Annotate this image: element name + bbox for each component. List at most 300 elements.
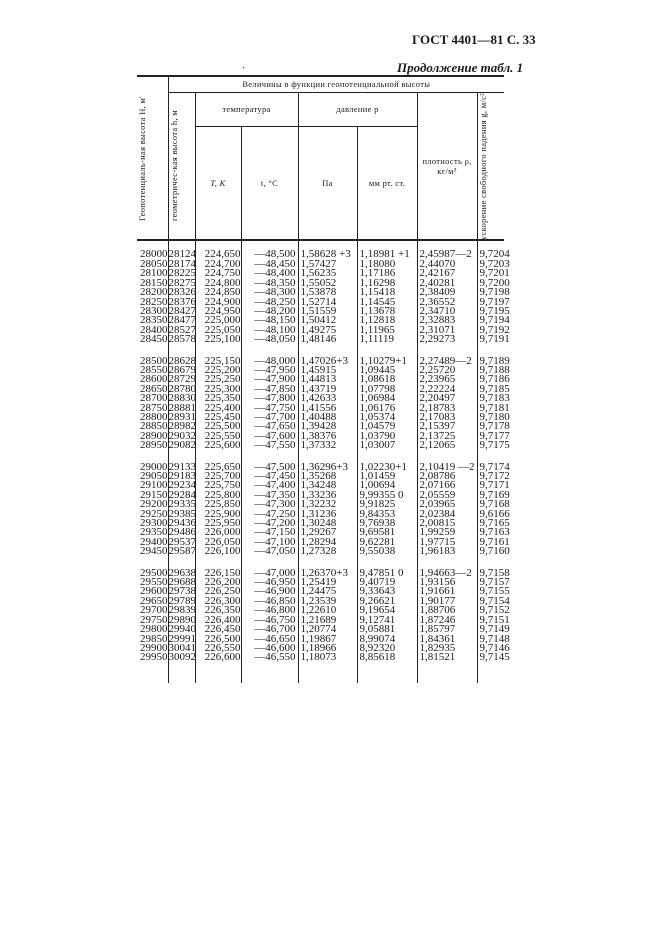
cell-pressure-pa: 1,42633 [298, 394, 357, 403]
cell-density: 1,99259 [417, 528, 477, 537]
header-geopotential-height: Геопотенциаль-ная высота H, м' [137, 76, 168, 240]
cell-temperature-k: 226,100 [195, 547, 241, 556]
cell-density: 1,84361 [417, 635, 477, 644]
cell-temperature-k: 225,600 [195, 441, 241, 450]
cell-temperature-c: —47,200 [241, 519, 298, 528]
cell-pressure-mmhg: 9,33643 [357, 587, 417, 596]
cell-temperature-c: —47,400 [241, 481, 298, 490]
cell-density: 2,08786 [417, 472, 477, 481]
cell-pressure-mmhg: 1,06176 [357, 404, 417, 413]
cell-geometric-height: 28780 [168, 382, 196, 395]
cell-temperature-c: —47,700 [241, 413, 298, 422]
cell-geometric-height: 29587 [168, 545, 196, 558]
cell-temperature-k: 225,450 [195, 413, 241, 422]
cell-temperature-k: 224,850 [195, 288, 241, 297]
cell-temperature-c: —46,750 [241, 616, 298, 625]
cell-pressure-mmhg: 9,40719 [357, 578, 417, 587]
table-row [137, 335, 504, 344]
cell-gravity: 9,7200 [477, 279, 504, 288]
cell-temperature-c: —47,950 [241, 366, 298, 375]
cell-pressure-mmhg: 8,85618 [357, 653, 417, 662]
cell-density: 2,45987—2 [417, 250, 477, 259]
cell-temperature-c: —46,600 [241, 644, 298, 653]
cell-density: 2,36552 [417, 298, 477, 307]
cell-temperature-c: —46,800 [241, 606, 298, 615]
cell-pressure-mmhg: 1,13678 [357, 307, 417, 316]
cell-geopotential-height: 28500 [140, 354, 168, 367]
cell-pressure-mmhg: 1,14545 [357, 298, 417, 307]
cell-pressure-pa: 1,27328 [298, 547, 357, 556]
cell-geometric-height: 29234 [168, 479, 196, 492]
cell-geometric-height: 28628 [168, 354, 196, 367]
cell-temperature-k: 225,000 [195, 316, 241, 325]
cell-gravity: 9,7189 [477, 357, 504, 366]
cell-density: 1,94663—2 [417, 569, 477, 578]
cell-pressure-pa: 1,32232 [298, 500, 357, 509]
cell-density: 2,38409 [417, 288, 477, 297]
spacer-cell [137, 663, 168, 683]
cell-geopotential-height: 28950 [140, 439, 168, 452]
cell-geopotential-height: 29450 [140, 545, 168, 558]
cell-gravity: 9,7178 [477, 422, 504, 431]
cell-pressure-mmhg: 1,10279+1 [357, 357, 417, 366]
cell-pressure-pa: 1,50412 [298, 316, 357, 325]
cell-geopotential-height: 29700 [140, 604, 168, 617]
cell-density: 2,34710 [417, 307, 477, 316]
cell-temperature-c: —48,350 [241, 279, 298, 288]
cell-geometric-height: 28729 [168, 373, 196, 386]
cell-temperature-c: —46,550 [241, 653, 298, 662]
cell-density: 2,15397 [417, 422, 477, 431]
cell-pressure-pa: 1,45915 [298, 366, 357, 375]
cell-pressure-pa: 1,57427 [298, 260, 357, 269]
cell-density: 2,25720 [417, 366, 477, 375]
header-pressure-pa: Па [298, 126, 357, 240]
cell-gravity: 9,7180 [477, 413, 504, 422]
cell-gravity: 9,7172 [477, 472, 504, 481]
cell-temperature-k: 226,250 [195, 587, 241, 596]
cell-pressure-pa: 1,30248 [298, 519, 357, 528]
cell-pressure-mmhg: 9,55038 [357, 547, 417, 556]
cell-temperature-c: —48,450 [241, 260, 298, 269]
cell-geopotential-height: 29950 [140, 651, 168, 664]
cell-geopotential-height: 29400 [140, 535, 168, 548]
cell-temperature-c: —48,250 [241, 298, 298, 307]
cell-geopotential-height: 29850 [140, 632, 168, 645]
cell-pressure-mmhg: 9,84353 [357, 510, 417, 519]
cell-geopotential-height: 28350 [140, 314, 168, 327]
cell-geopotential-height: 28300 [140, 304, 168, 317]
cell-pressure-pa: 1,25419 [298, 578, 357, 587]
cell-geometric-height: 29385 [168, 507, 196, 520]
cell-geopotential-height: 28100 [140, 267, 168, 280]
cell-geometric-height: 28477 [168, 314, 196, 327]
cell-temperature-c: —47,150 [241, 528, 298, 537]
cell-geopotential-height: 29000 [140, 460, 168, 473]
cell-temperature-k: 225,400 [195, 404, 241, 413]
header-geometric-height: геометричес-кая высота h, м [168, 92, 195, 240]
cell-pressure-mmhg: 1,03007 [357, 441, 417, 450]
table-row [137, 653, 504, 662]
cell-temperature-c: —47,600 [241, 432, 298, 441]
cell-density: 1,90177 [417, 597, 477, 606]
cell-temperature-k: 226,500 [195, 635, 241, 644]
cell-pressure-mmhg: 8,92320 [357, 644, 417, 653]
header-density: плотность ρ, кг/м³ [417, 92, 477, 240]
cell-pressure-mmhg: 9,76938 [357, 519, 417, 528]
cell-geometric-height: 28427 [168, 304, 196, 317]
cell-density: 2,44070 [417, 260, 477, 269]
cell-temperature-k: 224,650 [195, 250, 241, 259]
cell-pressure-mmhg: 8,99074 [357, 635, 417, 644]
cell-pressure-pa: 1,23539 [298, 597, 357, 606]
cell-gravity: 9,7175 [477, 441, 504, 450]
cell-temperature-k: 225,900 [195, 510, 241, 519]
cell-pressure-mmhg: 9,05881 [357, 625, 417, 634]
cell-pressure-mmhg: 1,03790 [357, 432, 417, 441]
cell-temperature-c: —46,850 [241, 597, 298, 606]
cell-pressure-pa: 1,44813 [298, 375, 357, 384]
cell-pressure-pa: 1,26370+3 [298, 569, 357, 578]
cell-pressure-pa: 1,41556 [298, 404, 357, 413]
cell-geometric-height: 29991 [168, 632, 196, 645]
cell-geopotential-height: 29550 [140, 576, 168, 589]
cell-pressure-pa: 1,20774 [298, 625, 357, 634]
header-temperature: температура [195, 92, 298, 126]
cell-temperature-c: —48,050 [241, 335, 298, 344]
cell-temperature-k: 226,550 [195, 644, 241, 653]
cell-gravity: 9,7195 [477, 307, 504, 316]
cell-geometric-height: 28982 [168, 420, 196, 433]
cell-pressure-pa: 1,52714 [298, 298, 357, 307]
cell-temperature-c: —48,200 [241, 307, 298, 316]
cell-geometric-height: 28881 [168, 401, 196, 414]
cell-density: 1,82935 [417, 644, 477, 653]
cell-pressure-mmhg: 1,12818 [357, 316, 417, 325]
cell-pressure-pa: 1,18966 [298, 644, 357, 653]
cell-geometric-height: 29284 [168, 488, 196, 501]
cell-geopotential-height: 28250 [140, 295, 168, 308]
cell-pressure-mmhg: 1,04579 [357, 422, 417, 431]
cell-geometric-height: 29486 [168, 526, 196, 539]
cell-gravity: 9,7171 [477, 481, 504, 490]
cell-pressure-mmhg: 1,05374 [357, 413, 417, 422]
cell-temperature-k: 224,800 [195, 279, 241, 288]
spacer-row [137, 663, 504, 683]
page-header: ГОСТ 4401—81 С. 33 [412, 32, 536, 47]
spacer-cell [195, 663, 241, 683]
cell-density: 2,17083 [417, 413, 477, 422]
cell-pressure-mmhg: 1,01459 [357, 472, 417, 481]
cell-pressure-pa: 1,40488 [298, 413, 357, 422]
cell-geopotential-height: 29350 [140, 526, 168, 539]
spacer-cell [298, 663, 357, 683]
cell-pressure-pa: 1,51559 [298, 307, 357, 316]
cell-gravity: 9,7177 [477, 432, 504, 441]
cell-density: 1,97715 [417, 538, 477, 547]
spacer-cell [168, 663, 195, 683]
cell-geopotential-height: 28650 [140, 382, 168, 395]
cell-geopotential-height: 29200 [140, 498, 168, 511]
cell-temperature-c: —48,150 [241, 316, 298, 325]
cell-temperature-c: —47,650 [241, 422, 298, 431]
cell-temperature-k: 225,950 [195, 519, 241, 528]
header-temp-kelvin: T, K [195, 126, 241, 240]
cell-density: 2,22224 [417, 385, 477, 394]
cell-geometric-height: 28578 [168, 333, 196, 346]
cell-density: 2,03965 [417, 500, 477, 509]
cell-density: 1,91661 [417, 587, 477, 596]
cell-pressure-pa: 1,38376 [298, 432, 357, 441]
cell-pressure-mmhg: 9,62281 [357, 538, 417, 547]
cell-temperature-k: 225,250 [195, 375, 241, 384]
cell-density: 2,07166 [417, 481, 477, 490]
cell-geometric-height: 28225 [168, 267, 196, 280]
cell-temperature-k: 224,950 [195, 307, 241, 316]
cell-pressure-pa: 1,47026+3 [298, 357, 357, 366]
cell-temperature-k: 224,700 [195, 260, 241, 269]
cell-temperature-c: —46,950 [241, 578, 298, 587]
cell-geopotential-height: 28200 [140, 286, 168, 299]
cell-geopotential-height: 28550 [140, 363, 168, 376]
cell-gravity: 9,7158 [477, 569, 504, 578]
cell-density: 2,05559 [417, 491, 477, 500]
cell-temperature-c: —48,300 [241, 288, 298, 297]
cell-pressure-pa: 1,53878 [298, 288, 357, 297]
cell-density: 1,87246 [417, 616, 477, 625]
cell-temperature-k: 225,500 [195, 422, 241, 431]
cell-geopotential-height: 28750 [140, 401, 168, 414]
cell-pressure-mmhg: 1,07798 [357, 385, 417, 394]
cell-temperature-k: 225,300 [195, 385, 241, 394]
cell-gravity: 9,7145 [477, 653, 504, 662]
cell-temperature-c: —48,100 [241, 326, 298, 335]
cell-pressure-mmhg: 1,11119 [357, 335, 417, 344]
cell-geopotential-height: 28800 [140, 410, 168, 423]
cell-pressure-pa: 1,55052 [298, 279, 357, 288]
cell-geopotential-height: 28850 [140, 420, 168, 433]
spacer-cell [357, 663, 417, 683]
cell-pressure-mmhg: 1,06984 [357, 394, 417, 403]
cell-geopotential-height: 29300 [140, 517, 168, 530]
cell-gravity: 9,7185 [477, 385, 504, 394]
cell-geometric-height: 29839 [168, 604, 196, 617]
cell-density: 1,88706 [417, 606, 477, 615]
cell-gravity: 9,7197 [477, 298, 504, 307]
cell-gravity: 9,7191 [477, 335, 504, 344]
cell-gravity: 9,7154 [477, 597, 504, 606]
atmosphere-table [137, 75, 510, 683]
cell-temperature-c: —47,550 [241, 441, 298, 450]
cell-gravity: 9,7174 [477, 463, 504, 472]
cell-geometric-height: 29789 [168, 594, 196, 607]
cell-pressure-pa: 1,34248 [298, 481, 357, 490]
cell-density: 2,10419 —2 [417, 463, 477, 472]
cell-geopotential-height: 28900 [140, 429, 168, 442]
cell-density: 2,18783 [417, 404, 477, 413]
cell-gravity: 9,7157 [477, 578, 504, 587]
cell-temperature-k: 226,350 [195, 606, 241, 615]
cell-density: 2,02384 [417, 510, 477, 519]
cell-pressure-mmhg: 1,18981 +1 [357, 250, 417, 259]
cell-gravity: 9,7152 [477, 606, 504, 615]
cell-gravity: 9,7194 [477, 316, 504, 325]
cell-gravity: 9,7155 [477, 587, 504, 596]
cell-temperature-k: 224,750 [195, 269, 241, 278]
cell-gravity: 9,7203 [477, 260, 504, 269]
cell-density: 2,42167 [417, 269, 477, 278]
cell-pressure-mmhg: 1,02230+1 [357, 463, 417, 472]
cell-pressure-pa: 1,58628 +3 [298, 250, 357, 259]
cell-temperature-c: —47,000 [241, 569, 298, 578]
header-temp-celsius: t, °C [241, 126, 298, 240]
cell-temperature-c: —46,700 [241, 625, 298, 634]
table-row [137, 441, 504, 450]
cell-geometric-height: 28124 [168, 248, 196, 261]
cell-geometric-height: 29537 [168, 535, 196, 548]
cell-geometric-height: 28679 [168, 363, 196, 376]
cell-temperature-k: 225,050 [195, 326, 241, 335]
cell-geopotential-height: 29650 [140, 594, 168, 607]
cell-pressure-pa: 1,56235 [298, 269, 357, 278]
cell-geopotential-height: 28050 [140, 257, 168, 270]
cell-pressure-pa: 1,28294 [298, 538, 357, 547]
cell-geometric-height: 29082 [168, 439, 196, 452]
table-continuation-label: Продолжение табл. 1 [397, 60, 524, 75]
cell-density: 2,12065 [417, 441, 477, 450]
cell-pressure-mmhg: 1,09445 [357, 366, 417, 375]
header-pressure: давление p [298, 92, 417, 126]
cell-temperature-k: 225,550 [195, 432, 241, 441]
cell-temperature-k: 225,200 [195, 366, 241, 375]
cell-pressure-pa: 1,39428 [298, 422, 357, 431]
cell-pressure-pa: 1,22610 [298, 606, 357, 615]
cell-geometric-height: 28376 [168, 295, 196, 308]
cell-gravity: 9,7169 [477, 491, 504, 500]
cell-pressure-mmhg: 1,17186 [357, 269, 417, 278]
cell-temperature-c: —47,300 [241, 500, 298, 509]
cell-pressure-mmhg: 1,11965 [357, 326, 417, 335]
header-gravity: ускорение свободного падения g, м/с² [477, 92, 504, 240]
header-pressure-mmhg: мм рт. ст. [357, 126, 417, 240]
cell-gravity: 9,7168 [477, 500, 504, 509]
table-row [137, 547, 504, 556]
cell-pressure-pa: 1,19867 [298, 635, 357, 644]
cell-geometric-height: 29133 [168, 460, 196, 473]
cell-geometric-height: 29940 [168, 623, 196, 636]
cell-geometric-height: 29032 [168, 429, 196, 442]
cell-temperature-k: 225,350 [195, 394, 241, 403]
cell-geometric-height: 28275 [168, 276, 196, 289]
cell-density: 2,13725 [417, 432, 477, 441]
cell-temperature-k: 226,150 [195, 569, 241, 578]
cell-geopotential-height: 28450 [140, 333, 168, 346]
cell-pressure-pa: 1,18073 [298, 653, 357, 662]
cell-pressure-pa: 1,37332 [298, 441, 357, 450]
cell-temperature-k: 226,050 [195, 538, 241, 547]
cell-geometric-height: 29688 [168, 576, 196, 589]
cell-density: 1,96183 [417, 547, 477, 556]
cell-geopotential-height: 29750 [140, 613, 168, 626]
cell-pressure-pa: 1,43719 [298, 385, 357, 394]
cell-gravity: 9,7192 [477, 326, 504, 335]
cell-pressure-pa: 1,49275 [298, 326, 357, 335]
cell-geopotential-height: 28150 [140, 276, 168, 289]
cell-temperature-c: —47,850 [241, 385, 298, 394]
cell-gravity: 9,7204 [477, 250, 504, 259]
cell-gravity: 9,7181 [477, 404, 504, 413]
cell-geometric-height: 29890 [168, 613, 196, 626]
cell-temperature-k: 225,100 [195, 335, 241, 344]
cell-geopotential-height: 28600 [140, 373, 168, 386]
cell-temperature-k: 226,300 [195, 597, 241, 606]
cell-temperature-c: —48,400 [241, 269, 298, 278]
cell-temperature-c: —47,250 [241, 510, 298, 519]
cell-geometric-height: 28931 [168, 410, 196, 423]
cell-pressure-mmhg: 9,91825 [357, 500, 417, 509]
cell-geometric-height: 30092 [168, 651, 196, 664]
cell-temperature-c: —47,900 [241, 375, 298, 384]
cell-temperature-c: —47,750 [241, 404, 298, 413]
cell-density: 2,40281 [417, 279, 477, 288]
cell-temperature-c: —47,100 [241, 538, 298, 547]
spacer-cell [241, 663, 298, 683]
cell-gravity: 9,7188 [477, 366, 504, 375]
cell-pressure-mmhg: 1,00694 [357, 481, 417, 490]
cell-temperature-k: 225,150 [195, 357, 241, 366]
cell-density: 2,32883 [417, 316, 477, 325]
cell-pressure-pa: 1,36296+3 [298, 463, 357, 472]
cell-temperature-k: 224,900 [195, 298, 241, 307]
cell-temperature-k: 226,400 [195, 616, 241, 625]
cell-pressure-mmhg: 1,18080 [357, 260, 417, 269]
cell-geopotential-height: 29050 [140, 470, 168, 483]
cell-gravity: 9,7149 [477, 625, 504, 634]
cell-geometric-height: 28527 [168, 323, 196, 336]
cell-geometric-height: 28830 [168, 392, 196, 405]
cell-geopotential-height: 29800 [140, 623, 168, 636]
cell-temperature-k: 226,450 [195, 625, 241, 634]
cell-pressure-mmhg: 9,47851 0 [357, 569, 417, 578]
cell-pressure-pa: 1,24475 [298, 587, 357, 596]
cell-temperature-c: —48,500 [241, 250, 298, 259]
cell-pressure-mmhg: 9,69581 [357, 528, 417, 537]
cell-geometric-height: 29436 [168, 517, 196, 530]
cell-density: 2,23965 [417, 375, 477, 384]
cell-pressure-mmhg: 9,19654 [357, 606, 417, 615]
cell-geometric-height: 29183 [168, 470, 196, 483]
cell-temperature-k: 226,200 [195, 578, 241, 587]
spacer-cell [417, 663, 477, 683]
cell-temperature-c: —47,800 [241, 394, 298, 403]
cell-temperature-k: 225,800 [195, 491, 241, 500]
cell-pressure-pa: 1,31236 [298, 510, 357, 519]
cell-geometric-height: 29638 [168, 566, 196, 579]
cell-gravity: 9,7160 [477, 547, 504, 556]
cell-density: 1,81521 [417, 653, 477, 662]
cell-density: 2,31071 [417, 326, 477, 335]
cell-geopotential-height: 28000 [140, 248, 168, 261]
cell-density: 2,20497 [417, 394, 477, 403]
cell-pressure-mmhg: 9,99355 0 [357, 491, 417, 500]
cell-geometric-height: 28326 [168, 286, 196, 299]
cell-pressure-mmhg: 1,15418 [357, 288, 417, 297]
cell-pressure-mmhg: 1,08618 [357, 375, 417, 384]
cell-temperature-c: —47,500 [241, 463, 298, 472]
cell-pressure-pa: 1,48146 [298, 335, 357, 344]
cell-pressure-mmhg: 9,12741 [357, 616, 417, 625]
cell-pressure-pa: 1,21689 [298, 616, 357, 625]
